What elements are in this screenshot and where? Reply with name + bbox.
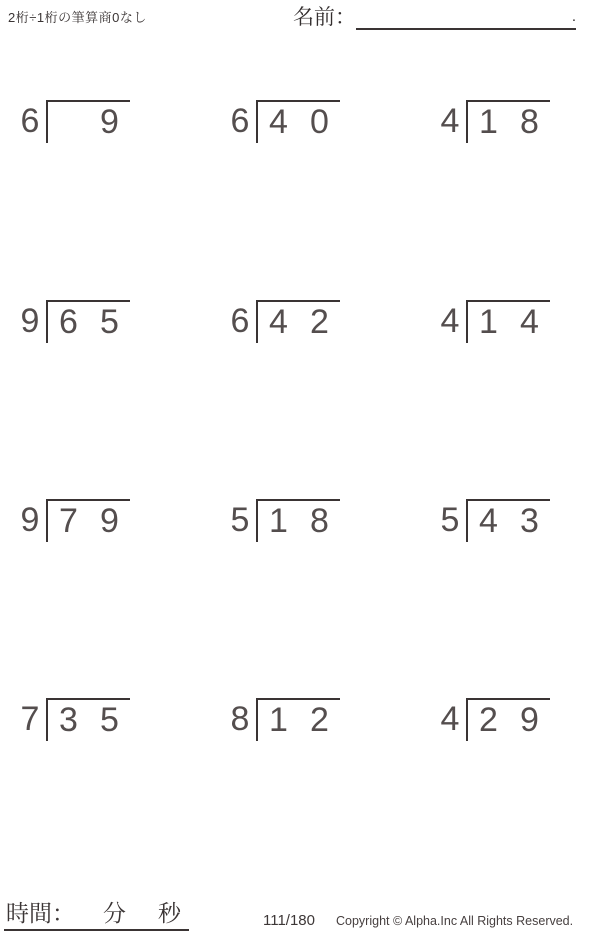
time-field [4, 899, 189, 931]
division-bracket [466, 698, 550, 741]
dividend-tens: 1 [479, 103, 498, 141]
page-number: 111/180 [263, 912, 315, 929]
dividend-tens: 4 [479, 502, 498, 540]
division-problem-2 [226, 100, 396, 160]
division-bracket [466, 100, 550, 143]
divisor: 4 [440, 102, 460, 140]
divisor: 5 [230, 501, 250, 539]
name-field [293, 5, 576, 30]
dividend-tens: 6 [59, 303, 78, 341]
dividend-ones: 5 [100, 303, 119, 341]
divisor: 8 [230, 700, 250, 738]
dividend-ones: 4 [520, 303, 539, 341]
seconds-label: 秒 [158, 900, 181, 926]
division-problem-10 [16, 698, 186, 758]
division-bracket [466, 300, 550, 343]
dividend-ones: 9 [100, 502, 119, 540]
division-problem-7 [16, 499, 186, 559]
division-problem-1 [16, 100, 186, 160]
division-bracket [46, 698, 130, 741]
dividend-ones: 8 [520, 103, 539, 141]
dividend-tens: 1 [479, 303, 498, 341]
time-label: 時間： [6, 900, 75, 926]
division-bracket [256, 698, 340, 741]
dividend-ones: 5 [100, 701, 119, 739]
division-bracket [466, 499, 550, 542]
division-bracket [256, 499, 340, 542]
divisor: 9 [20, 302, 40, 340]
division-problem-6 [436, 300, 600, 360]
dividend-tens: 2 [479, 701, 498, 739]
divisor: 6 [230, 102, 250, 140]
dividend-tens: 3 [59, 701, 78, 739]
division-problem-4 [16, 300, 186, 360]
worksheet-title: 2桁÷1桁の筆算商0なし [8, 10, 147, 25]
divisor: 7 [20, 700, 40, 738]
divisor: 6 [20, 102, 40, 140]
dividend-ones: 9 [520, 701, 539, 739]
divisor: 4 [440, 700, 460, 738]
division-bracket [46, 100, 130, 143]
division-bracket [46, 499, 130, 542]
dividend-tens: 4 [269, 303, 288, 341]
division-bracket [46, 300, 130, 343]
minutes-label: 分 [103, 900, 126, 926]
division-problem-8 [226, 499, 396, 559]
division-problem-11 [226, 698, 396, 758]
dividend-ones: 3 [520, 502, 539, 540]
divisor: 5 [440, 501, 460, 539]
divisor: 9 [20, 501, 40, 539]
copyright-notice: Copyright © Alpha.Inc All Rights Reserved. [336, 914, 574, 928]
dividend-tens: 4 [269, 103, 288, 141]
dividend-tens: 7 [59, 502, 78, 540]
dividend-ones: 2 [310, 303, 329, 341]
dividend-ones: 2 [310, 701, 329, 739]
dividend-tens: 1 [269, 502, 288, 540]
divisor: 6 [230, 302, 250, 340]
dividend-ones: 8 [310, 502, 329, 540]
division-problem-9 [436, 499, 600, 559]
division-problem-5 [226, 300, 396, 360]
division-bracket [256, 300, 340, 343]
division-problem-12 [436, 698, 600, 758]
division-bracket [256, 100, 340, 143]
dividend-tens [48, 102, 89, 143]
dividend-ones: 0 [310, 103, 329, 141]
name-underline: . [356, 5, 576, 30]
division-problem-3 [436, 100, 600, 160]
name-label: 名前： [293, 6, 356, 29]
dividend-tens: 1 [269, 701, 288, 739]
divisor: 4 [440, 302, 460, 340]
dividend-ones: 9 [100, 103, 119, 141]
